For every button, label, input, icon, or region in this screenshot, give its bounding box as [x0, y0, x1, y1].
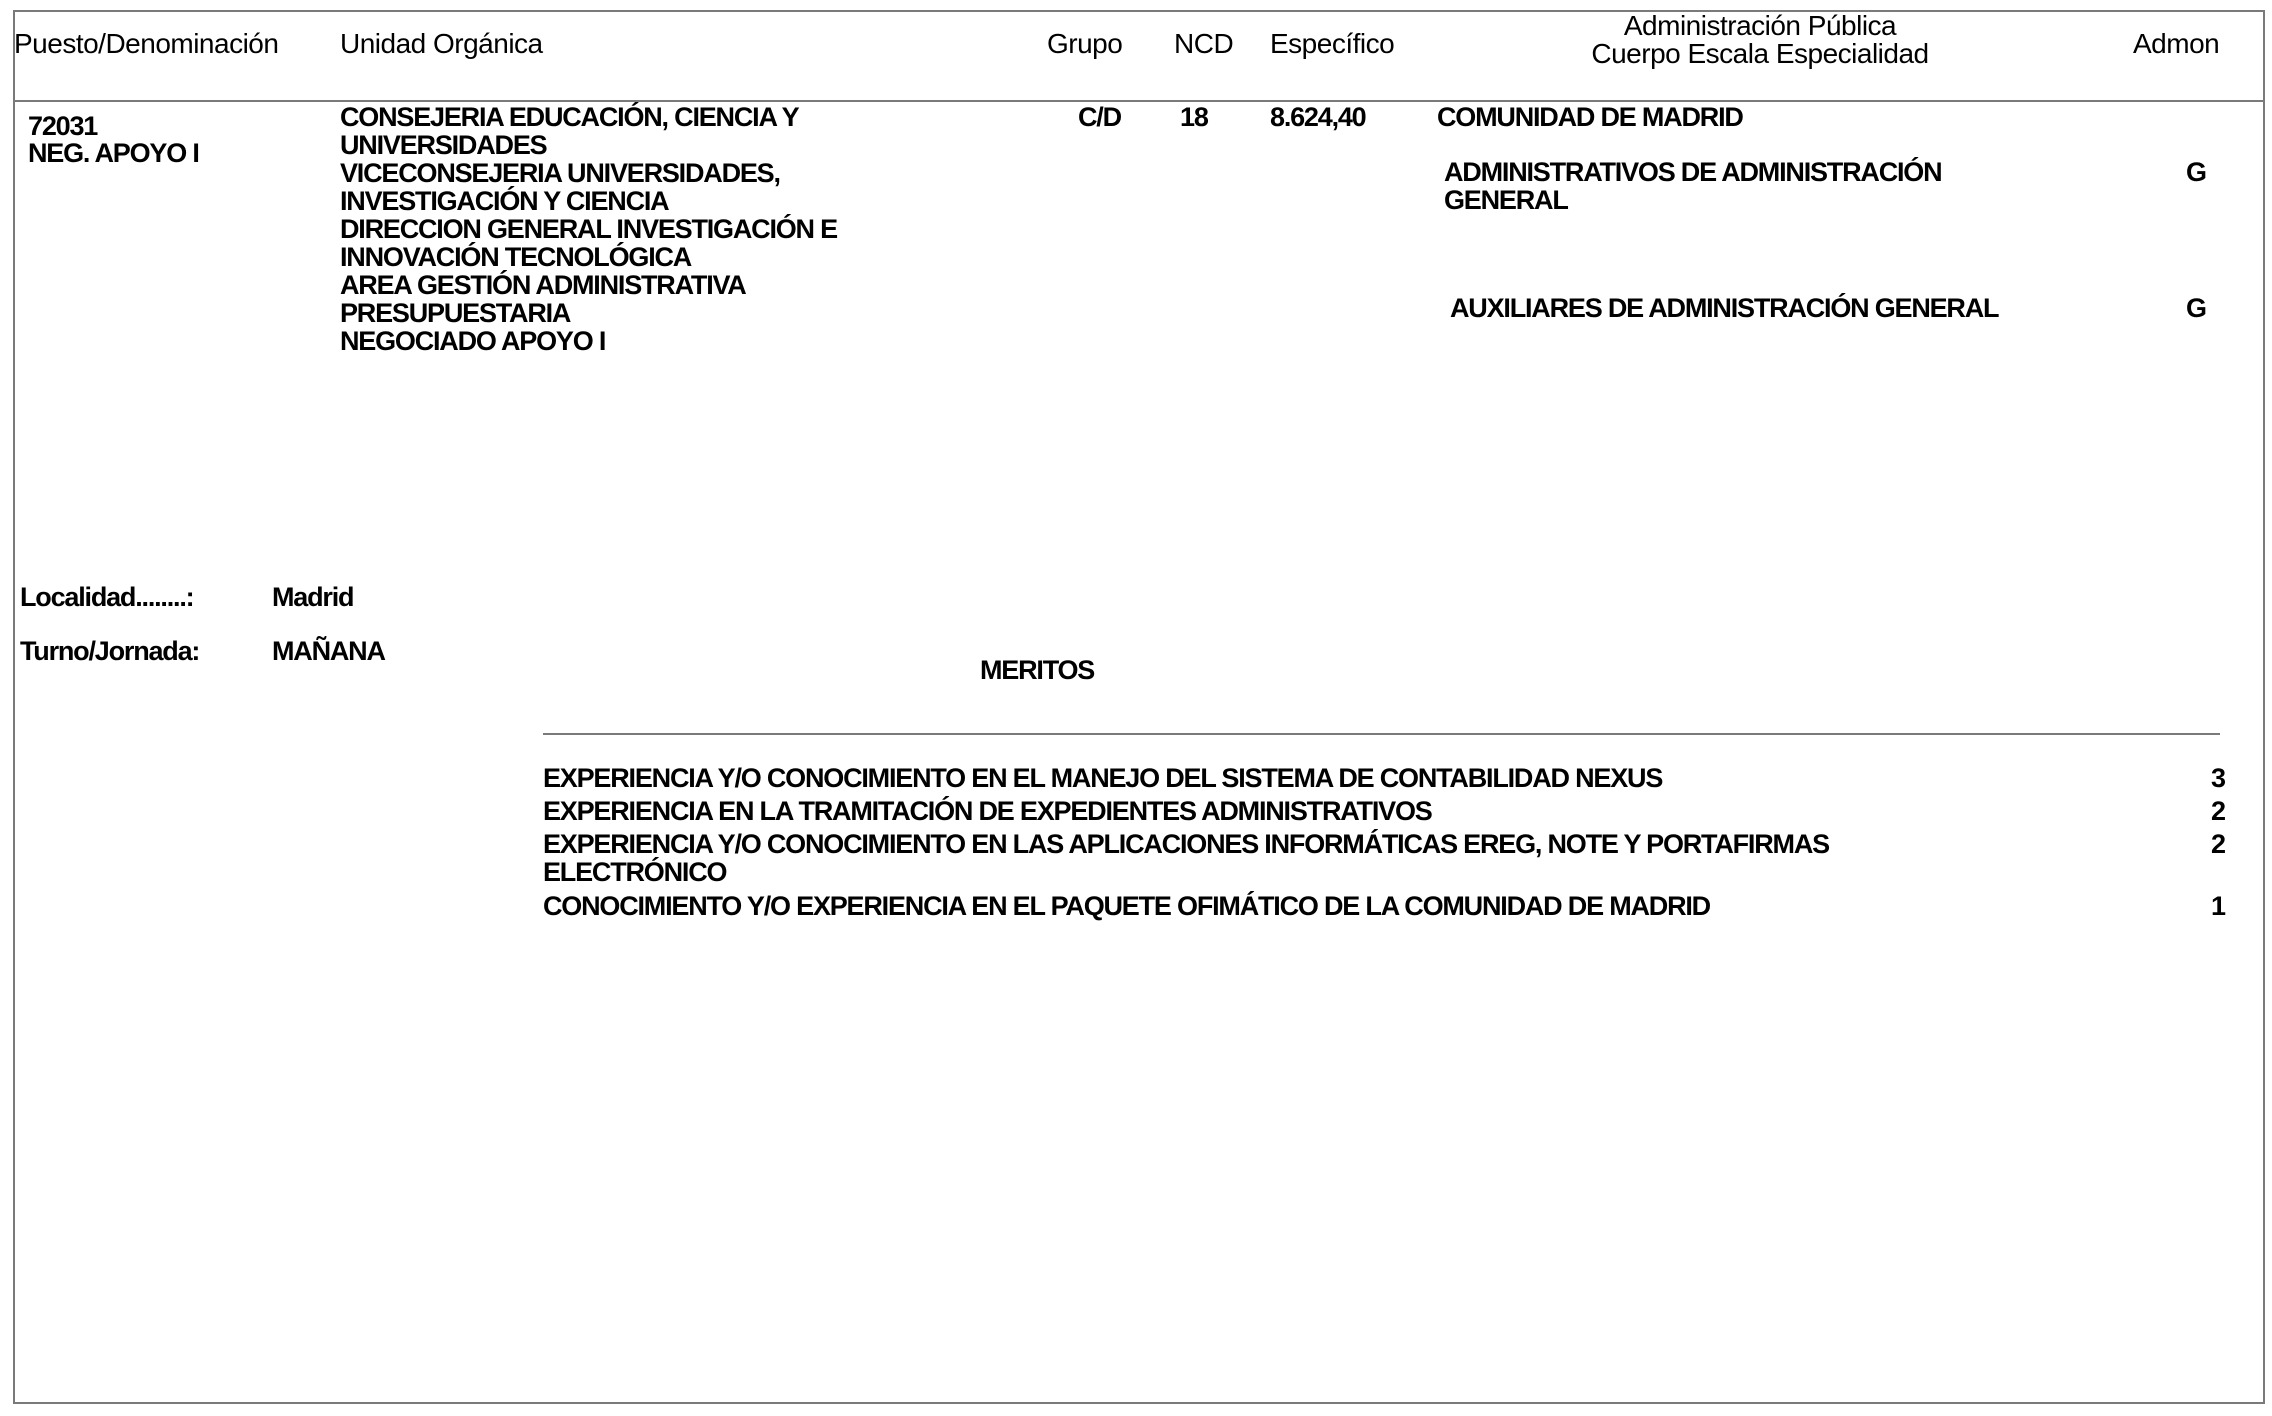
cuerpo-item: AUXILIARES DE ADMINISTRACIÓN GENERAL: [1450, 293, 1999, 323]
post-ncd: 18: [1180, 102, 1208, 132]
merito-text: EXPERIENCIA EN LA TRAMITACIÓN DE EXPEDIENTES ADMINISTRATIVOS: [543, 796, 1432, 826]
cuerpo-line: GENERAL: [1444, 185, 1568, 215]
turno-value: MAÑANA: [272, 636, 385, 666]
post-administracion: COMUNIDAD DE MADRID: [1437, 102, 1743, 132]
header-unidad-organica: Unidad Orgánica: [340, 28, 543, 59]
header-admon: Admon: [2133, 28, 2220, 59]
unidad-organica-line: VICECONSEJERIA UNIVERSIDADES,: [340, 158, 780, 188]
unidad-organica-line: INVESTIGACIÓN Y CIENCIA: [340, 186, 669, 216]
merito-text: EXPERIENCIA Y/O CONOCIMIENTO EN LAS APLICACIONES INFORMÁTICAS EREG, NOTE Y PORTAFIRMAS ELECTRÓNICO: [543, 829, 1829, 887]
unidad-organica-line: AREA GESTIÓN ADMINISTRATIVA: [340, 270, 746, 300]
header-puesto: Puesto/Denominación: [14, 28, 279, 59]
cuerpo-line: ADMINISTRATIVOS DE ADMINISTRACIÓN: [1444, 157, 1942, 187]
merito-points: 2: [2210, 829, 2226, 859]
localidad-value: Madrid: [272, 582, 354, 612]
merito-points: 2: [2210, 796, 2226, 826]
merito-points: 1: [2210, 891, 2226, 921]
header-ncd: NCD: [1174, 28, 1234, 59]
unidad-organica-line: PRESUPUESTARIA: [340, 298, 571, 328]
turno-label: Turno/Jornada:: [20, 636, 200, 666]
header-admin-line1: Administración Pública: [1623, 10, 1897, 41]
cuerpo-admon: G: [2186, 157, 2206, 187]
localidad-label: Localidad........:: [20, 582, 194, 612]
post-especifico: 8.624,40: [1270, 102, 1366, 132]
unidad-organica-line: NEGOCIADO APOYO I: [340, 326, 606, 356]
merito-text: EXPERIENCIA Y/O CONOCIMIENTO EN EL MANEJO DEL SISTEMA DE CONTABILIDAD NEXUS: [543, 763, 1663, 793]
header-admin-line2: Cuerpo Escala Especialidad: [1591, 38, 1929, 69]
meritos-title: MERITOS: [980, 655, 1095, 685]
cuerpo-item: [1444, 158, 1941, 214]
unidad-organica-line: DIRECCION GENERAL INVESTIGACIÓN E: [340, 214, 837, 244]
post-code: 72031: [28, 111, 98, 141]
cuerpo-admon: G: [2186, 293, 2206, 323]
post-denomination: NEG. APOYO I: [28, 138, 199, 168]
unidad-organica-line: CONSEJERIA EDUCACIÓN, CIENCIA Y: [340, 102, 799, 132]
unidad-organica-line: UNIVERSIDADES: [340, 130, 547, 160]
unidad-organica-line: INNOVACIÓN TECNOLÓGICA: [340, 242, 692, 272]
unidad-organica-list: [340, 103, 837, 355]
merito-text: CONOCIMIENTO Y/O EXPERIENCIA EN EL PAQUETE OFIMÁTICO DE LA COMUNIDAD DE MADRID: [543, 891, 1710, 921]
header-especifico: Específico: [1270, 28, 1395, 59]
post-grupo: C/D: [1078, 102, 1121, 132]
meritos-divider: [543, 733, 2220, 735]
merito-points: 3: [2210, 763, 2226, 793]
header-administracion-publica: [1560, 12, 1960, 68]
header-grupo: Grupo: [1047, 28, 1123, 59]
